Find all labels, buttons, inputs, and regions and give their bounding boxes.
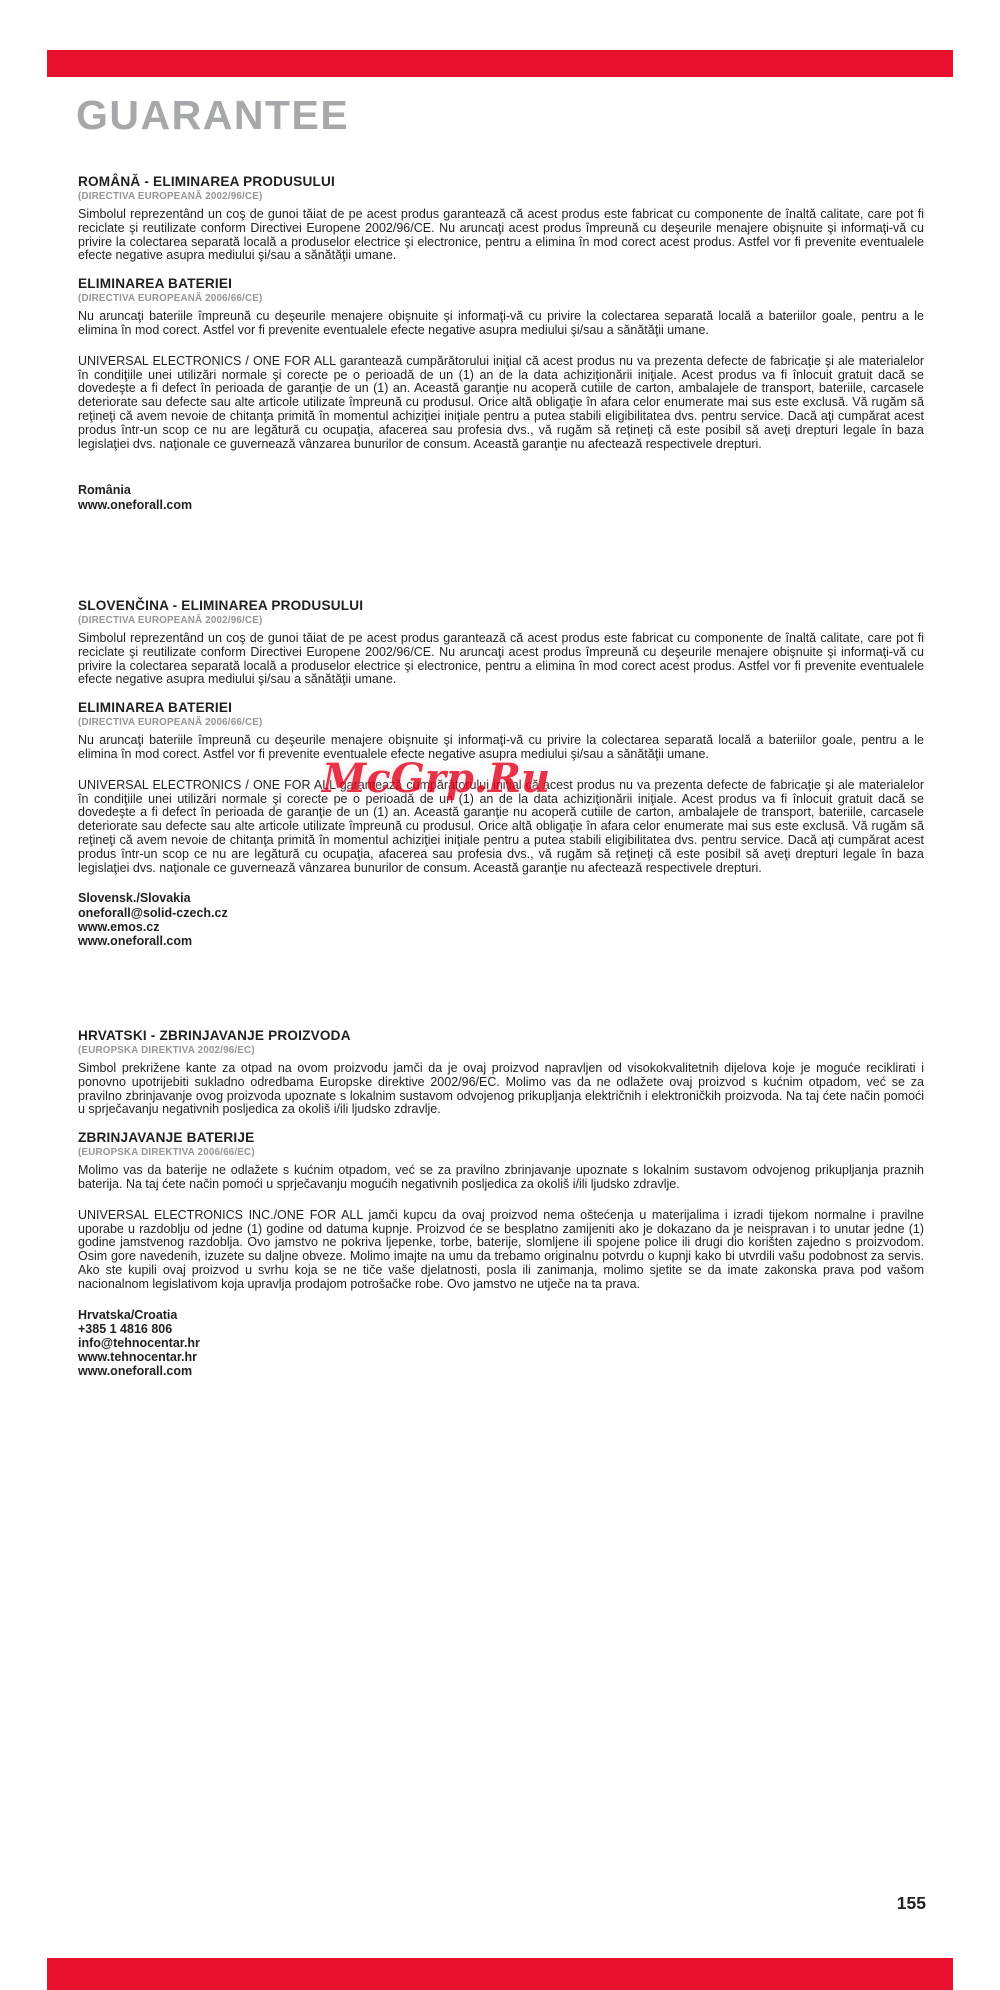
battery-disposal-heading: ZBRINJAVANJE BATERIJE [78,1130,255,1146]
contact-line: www.oneforall.com [78,497,193,512]
site-watermark: McGrp.Ru [322,755,551,802]
product-disposal-heading: HRVATSKI - ZBRINJAVANJE PROIZVODA [78,1028,351,1043]
battery-disposal-text: Nu aruncaţi bateriile împreună cu deşeurile menajere obişnuite şi informaţi-vă cu privire la colectarea separată locală a bateriilor goale, pentru a le elimina în mod corect. Astfel vor fi prevenite eventualele efecte negative asupra mediului şi/sau a sănătăţii umane. [78,733,924,761]
eu-directive-label: (DIRECTIVA EUROPEANĂ 2002/96/CE) [78,615,263,626]
product-disposal-text: Simbolul reprezentând un coş de gunoi tăiat de pe acest produs garantează că acest produs este fabricat cu componente de înaltă calitate, care pot fi reciclate şi reutilizate conform Directivei Europene 2002/96/CE. Nu aruncaţi acest produs împreună cu deşeurile menajere obişnuite şi informaţi-vă cu privire la colectarea separată locală a produselor electrice şi electronice, pentru a elimina în mod corect acest produs. Astfel vor fi prevenite eventualele efecte negative asupra mediului şi/sau a sănătăţii umane. [78,207,924,263]
page-title: GUARANTEE [76,92,350,138]
product-disposal-text: Simbol prekrižene kante za otpad na ovom proizvodu jamči da je ovaj proizvod napravljen od visokokvalitetnih dijelova koje je moguće reciklirati i ponovno upotrijebiti sukladno odredbama Europske direktive 2002/96/EC. Molimo vas da ne odlažete ovaj proizvod s kućnim otpadom, već se za pravilno zbrinjavanje ovog proizvoda upoznate s lokalnim sustavom odvojenog prikupljanja električnih i elektroničkih proizvoda. Na taj ćete način pomoći u sprječavanju negativnih posljedica za okoliš i/ili ljudsko zdravlje. [78,1061,924,1117]
top-accent-bar [47,50,953,77]
section-slovakia [78,598,924,948]
contact-info [78,891,924,948]
contact-info [78,483,924,511]
contact-line: Hrvatska/Croatia [78,1307,178,1322]
battery-directive-label: (EUROPSKA DIREKTIVA 2006/66/EC) [78,1147,255,1159]
contact-info [78,1308,924,1379]
contact-line: www.emos.cz [78,919,160,934]
page-number: 155 [896,1893,926,1913]
contact-line: info@tehnocentar.hr [78,1335,200,1350]
contact-line: Slovensk./Slovakia [78,891,191,906]
battery-disposal-text: Molimo vas da baterije ne odlažete s kućnim otpadom, već se za pravilno zbrinjavanje upoznate s lokalnim sustavom odvojenog prikupljanja praznih baterija. Na taj ćete način pomoći u sprječavanju mogućih negativnih posljedica za okoliš i/ili ljudsko zdravlje. [78,1163,924,1191]
product-disposal-text: Simbolul reprezentând un coş de gunoi tăiat de pe acest produs garantează că acest produs este fabricat cu componente de înaltă calitate, care pot fi reciclate şi reutilizate conform Directivei Europene 2002/96/CE. Nu aruncaţi acest produs împreună cu deşeurile menajere obişnuite şi informaţi-vă cu privire la colectarea separată locală a produselor electrice şi electronice, pentru a elimina în mod corect acest produs. Astfel vor fi prevenite eventualele efecte negative asupra mediului şi/sau a sănătăţii umane. [78,631,924,687]
contact-line: România [78,483,131,498]
warranty-text: UNIVERSAL ELECTRONICS / ONE FOR ALL garantează cumpărătorului iniţial că acest produs nu va prezenta defecte de fabricaţie şi ale materialelor în condiţiile unei utilizări normale şi corecte pe o perioadă de un (1) an de la data achiziţionării iniţiale. Acest produs va fi înlocuit gratuit dacă se dovedeşte a fi defect în perioada de garanţie de un (1) an. Această garanţie nu acoperă cutiile de carton, ambalajele de transport, bateriile, carcasele deteriorate sau defecte sau alte articole utilizate împreună cu produsul. Orice altă obligaţie în afara celor enumerate mai sus este exclusă. Vă rugăm să reţineţi că avem nevoie de chitanţa primită în momentul achiziţiei iniţiale pentru a putea stabili eligibilitatea dvs. pentru service. Dacă aţi cumpărat acest produs într-un scop ce nu are legătură cu ocupaţia, afacerea sau profesia dvs., vă rugăm să reţineţi că este posibil să aveţi drepturi legale în baza legislaţiei dvs. naţionale ce guvernează vânzarea bunurilor de consum. Această garanţie nu afectează respectivele drepturi. [78,353,924,451]
product-disposal-heading: ROMÂNĂ - ELIMINAREA PRODUSULUI [78,174,335,189]
bottom-accent-bar [47,1958,953,1990]
section-croatia [78,1028,924,1379]
battery-disposal-text: Nu aruncaţi bateriile împreună cu deşeurile menajere obişnuite şi informaţi-vă cu privire la colectarea separată locală a bateriilor goale, pentru a le elimina în mod corect. Astfel vor fi prevenite eventualele efecte negative asupra mediului şi/sau a sănătăţii umane. [78,309,924,337]
contact-line: oneforall@solid-czech.cz [78,905,228,920]
eu-directive-label: (EUROPSKA DIREKTIVA 2002/96/EC) [78,1045,255,1056]
battery-disposal-heading: ELIMINAREA BATERIEI [78,276,233,292]
section-romania [78,174,924,512]
warranty-text: UNIVERSAL ELECTRONICS INC./ONE FOR ALL jamči kupcu da ovaj proizvod nema oštećenja u materijalima i izradi tijekom normalne i pravilne uporabe u razdoblju od jedne (1) godine od datuma kupnje. Proizvod će se besplatno zamijeniti ako je dokazano da je neispravan i to unutar jedne (1) godine jamstvenog razdoblja. Ovo jamstvo ne pokriva ljepenke, torbe, baterije, slomljene ili spojene police ili drugi dio korišten zajedno s proizvodom. Osim gore navedenih, izuzete su daljne obveze. Molimo imajte na umu da trebamo originalnu potvrdu o kupnji kako bi utvrdili vašu podobnost za servis. Ako ste kupili ovaj proizvod u svrhu koja se ne tiče vaše djelatnosti, posla ili zanimanja, molimo sjetite se da imate zakonska prava pod vašom nacionalnom legislativom koja upravlja prodajom potrošačke robe. Ovo jamstvo ne utječe na ta prava. [78,1207,924,1291]
battery-directive-label: (DIRECTIVA EUROPEANĂ 2006/66/CE) [78,293,263,305]
contact-line: www.oneforall.com [78,933,193,948]
contact-line: www.tehnocentar.hr [78,1350,198,1365]
contact-line: +385 1 4816 806 [78,1321,173,1336]
contact-line: www.oneforall.com [78,1364,193,1379]
warranty-text: UNIVERSAL ELECTRONICS / ONE FOR ALL garantează cumpărătorului iniţial că acest produs nu va prezenta defecte de fabricaţie şi ale materialelor în condiţiile unei utilizări normale şi corecte pe o perioadă de un (1) an de la data achiziţionării iniţiale. Acest produs va fi înlocuit gratuit dacă se dovedeşte a fi defect în perioada de garanţie de un (1) an. Această garanţie nu acoperă cutiile de carton, ambalajele de transport, bateriile, carcasele deteriorate sau defecte sau alte articole utilizate împreună cu produsul. Orice altă obligaţie în afara celor enumerate mai sus este exclusă. Vă rugăm să reţineţi că avem nevoie de chitanţa primită în momentul achiziţiei iniţiale pentru a putea stabili eligibilitatea dvs. pentru service. Dacă aţi cumpărat acest produs într-un scop ce nu are legătură cu ocupaţia, afacerea sau profesia dvs., vă rugăm să reţineţi că este posibil să aveţi drepturi legale în baza legislaţiei dvs. naţionale ce guvernează vânzarea bunurilor de consum. Această garanţie nu afectează respectivele drepturi. [78,777,924,875]
battery-directive-label: (DIRECTIVA EUROPEANĂ 2006/66/CE) [78,717,263,729]
battery-disposal-heading: ELIMINAREA BATERIEI [78,700,233,716]
eu-directive-label: (DIRECTIVA EUROPEANĂ 2002/96/CE) [78,191,263,202]
product-disposal-heading: SLOVENČINA - ELIMINAREA PRODUSULUI [78,598,364,613]
